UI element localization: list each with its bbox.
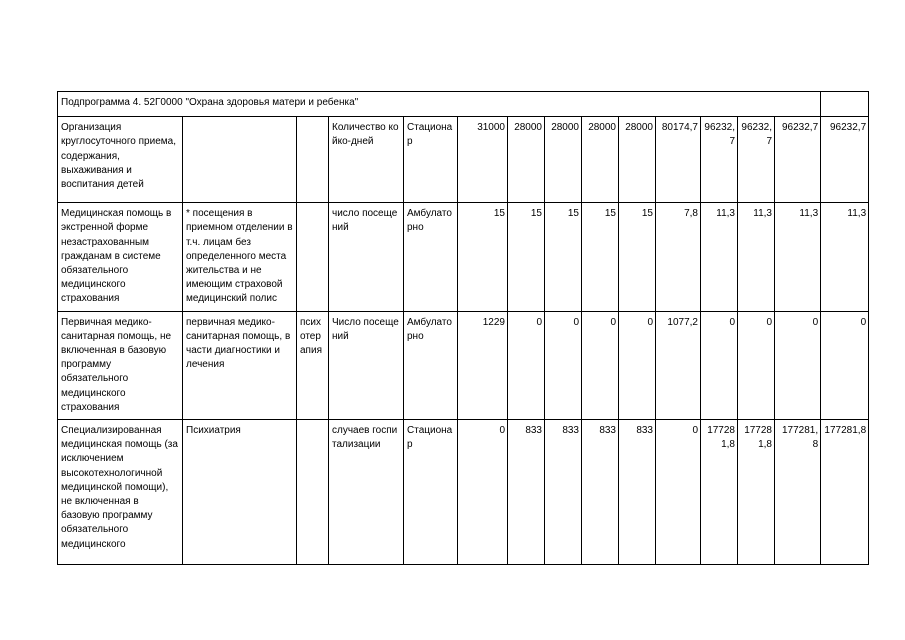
subprogram-title-row: [58, 92, 869, 117]
row-value-cell: 15: [508, 203, 545, 311]
row-name-cell: Специализированная медицинская помощь (за исключением высокотехнологичной медицинской помощи), не включенная в базовую программу обязательного медицинского: [58, 420, 183, 565]
row-value-cell: 0: [458, 420, 508, 565]
row-value-cell: 11,3: [738, 203, 775, 311]
row-value-cell: 11,3: [821, 203, 869, 311]
row-value-cell: 0: [545, 311, 582, 419]
row-value-cell: 11,3: [775, 203, 821, 311]
row-profile-cell: [183, 117, 297, 203]
row-value-cell: 28000: [508, 117, 545, 203]
row-value-cell: 96232,7: [821, 117, 869, 203]
table-row: [58, 420, 869, 565]
row-value-cell: 11,3: [701, 203, 738, 311]
row-value-cell: 80174,7: [656, 117, 701, 203]
row-value-cell: 1229: [458, 311, 508, 419]
row-value-cell: 833: [582, 420, 619, 565]
row-value-cell: 833: [619, 420, 656, 565]
row-profile-cell: * посещения в приемном отделении в т.ч. лицам без определенного места жительства и не имеющим страховой медицинский полис: [183, 203, 297, 311]
row-name-cell: Медицинская помощь в экстренной форме незастрахованным гражданам в системе обязательного медицинского страхования: [58, 203, 183, 311]
row-value-cell: 0: [821, 311, 869, 419]
row-code-cell: [297, 203, 329, 311]
row-code-cell: [297, 420, 329, 565]
row-value-cell: 833: [545, 420, 582, 565]
subprogram-title: Подпрограмма 4. 52Г0000 "Охрана здоровья матери и ребенка": [58, 92, 821, 117]
row-value-cell: 0: [508, 311, 545, 419]
row-value-cell: 28000: [545, 117, 582, 203]
program-table: [57, 91, 869, 565]
row-value-cell: 177281,8: [821, 420, 869, 565]
row-value-cell: 7,8: [656, 203, 701, 311]
row-value-cell: 96232,7: [738, 117, 775, 203]
row-value-cell: 15: [458, 203, 508, 311]
row-value-cell: 0: [619, 311, 656, 419]
subprogram-title-extra: [821, 92, 869, 117]
row-value-cell: 1077,2: [656, 311, 701, 419]
row-value-cell: 0: [656, 420, 701, 565]
row-value-cell: 177281,8: [775, 420, 821, 565]
row-value-cell: 0: [582, 311, 619, 419]
row-value-cell: 177281,8: [738, 420, 775, 565]
row-unit-cell: Число посещений: [329, 311, 404, 419]
row-name-cell: Первичная медико-санитарная помощь, не включенная в базовую программу обязательного медицинского страхования: [58, 311, 183, 419]
row-code-cell: [297, 117, 329, 203]
row-value-cell: 0: [701, 311, 738, 419]
row-value-cell: 96232,7: [775, 117, 821, 203]
row-value-cell: 28000: [582, 117, 619, 203]
row-value-cell: 0: [775, 311, 821, 419]
row-value-cell: 177281,8: [701, 420, 738, 565]
row-profile-cell: Психиатрия: [183, 420, 297, 565]
row-value-cell: 31000: [458, 117, 508, 203]
row-profile-cell: первичная медико-санитарная помощь, в части диагностики и лечения: [183, 311, 297, 419]
row-conditions-cell: Амбулаторно: [404, 203, 458, 311]
row-unit-cell: случаев госпитализации: [329, 420, 404, 565]
row-conditions-cell: Стационар: [404, 117, 458, 203]
table-row: [58, 203, 869, 311]
row-code-cell: психотерапия: [297, 311, 329, 419]
table-row: [58, 311, 869, 419]
row-value-cell: 833: [508, 420, 545, 565]
row-value-cell: 0: [738, 311, 775, 419]
row-value-cell: 96232,7: [701, 117, 738, 203]
row-unit-cell: Количество койко-дней: [329, 117, 404, 203]
row-value-cell: 15: [582, 203, 619, 311]
row-value-cell: 28000: [619, 117, 656, 203]
row-conditions-cell: Стационар: [404, 420, 458, 565]
row-unit-cell: число посещений: [329, 203, 404, 311]
row-value-cell: 15: [545, 203, 582, 311]
row-name-cell: Организация круглосуточного приема, содержания, выхаживания и воспитания детей: [58, 117, 183, 203]
table-row: [58, 117, 869, 203]
row-value-cell: 15: [619, 203, 656, 311]
row-conditions-cell: Амбулаторно: [404, 311, 458, 419]
